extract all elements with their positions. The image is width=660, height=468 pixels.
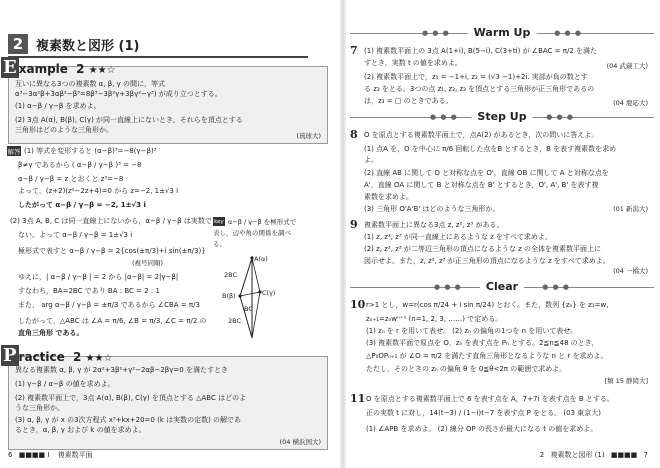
section-dots: ● ● ●: [546, 113, 574, 121]
example-line: (2) 3点 A(α), B(β), C(γ) が同一直線上にないとき，それらを頂点とする: [15, 116, 243, 124]
chapter-title: 複素数と図形 (1): [36, 39, 140, 54]
key-badge: key: [214, 218, 224, 225]
question-line: 正の実数 t に対し，14(t−3) / (1−i)t−7 を表す点 P をとる。 (03 東京大): [366, 409, 601, 417]
figure-label-2bc: 2BC: [224, 271, 238, 279]
practice-heading: [1, 345, 112, 366]
solution-line: β≠γ であるから ( α−β / γ−β )³ = −8: [18, 161, 142, 169]
solution-line: α−β / γ−β = z とおくと z³=−8: [18, 175, 124, 183]
question-line: (1) 複素数平面上の 3点 A(1+i), B(5−i), C(3+ti) が ∠BAC = π/2 を満た: [364, 47, 597, 55]
left-footer: [8, 450, 93, 460]
key-line: α−β / γ−β を極形式で: [228, 218, 297, 226]
page-gutter: [340, 0, 346, 468]
footer-page-number: 7: [643, 451, 648, 459]
practice-line: (1) γ−β / α−β の値を求めよ。: [15, 380, 115, 388]
example-line: 互いに異なる3つの複素数 α, β, γ の間に，等式: [15, 80, 166, 88]
question-line: 図示せよ。また，z, z², z³ が正三角形の頂点になるような z をすべて求めよ。: [364, 257, 610, 265]
chapter-number: 2: [8, 34, 28, 54]
question-line: r>1 とし，w=r(cos π/24 + i sin π/24) とおく。また，数列 {zₙ} を z₁=w,: [366, 301, 609, 309]
question-line: る z₃ をとる。3つの点 z₁, z₂, z₃ を頂点とする三角形が正三角形であるの: [364, 85, 595, 93]
question-line: (1) z, z², z³ が同一直線上にあるような z をすべて求めよ。: [364, 233, 552, 241]
solution-line: (1) 等式を変形すると (α−β)³=−8(γ−β)³: [24, 147, 157, 155]
question-line: すとき，実数 t の値を求めよ。: [364, 59, 462, 67]
practice-line: うな三角形か。: [15, 404, 64, 412]
figure-label-b: B(β): [222, 292, 236, 300]
question-source: [類 15 静岡大]: [604, 377, 648, 385]
triangle-side-c-lower: [252, 292, 260, 338]
section-dots: ● ● ●: [434, 283, 462, 291]
question-line: (2) 複素数平面上で，z₁ = −1+i, z₂ = (√3 −1)+2i. 実部が負の数とす: [364, 73, 588, 81]
figure-label-c: C(γ): [262, 289, 276, 297]
question-line: よ。: [364, 156, 378, 164]
question-line: (3) 複素数平面で原点を O，zₙ を表す点を Pₙ とする。2≦n≦48 のとき，: [366, 339, 599, 347]
solution-line: ない。よって α−β / γ−β = 1±√3 i: [18, 231, 133, 239]
key-line: る。: [213, 240, 226, 248]
practice-line: (2) 複素数平面上で，3点 A(α), B(β), C(γ) を頂点とする △ABC はどのよ: [15, 394, 247, 402]
question-line: zₙ₊₁=zₙwⁿ⁺¹ (n=1, 2, 3, ……) で定める。: [366, 315, 503, 323]
question-line: 複素数平面上に異なる3点 z, z², z³ がある。: [364, 221, 504, 229]
question-number: 9: [350, 218, 358, 231]
practice-line: 異なる複素数 α, β, γ が 2α²+3β²+γ²−2αβ−2βγ=0 を満たすとき: [15, 366, 228, 374]
question-line: (1) zₙ を r を用いて表せ。 (2) zₙ の偏角の1つを n を用いて表せ。: [366, 327, 578, 335]
solution-line: よって，(z+2)(z²−2z+4)=0 から z=−2, 1±√3 i: [18, 187, 179, 195]
example-line: (1) α−β / γ−β を求めよ。: [15, 102, 101, 110]
example-box: [3, 57, 328, 144]
question-source: (04 一橋大): [613, 267, 648, 275]
question-line: (3) 三角形 O'A'B' はどのような三角形か。: [364, 205, 500, 213]
example-number: 2: [76, 62, 85, 76]
clear-header: [350, 280, 654, 294]
question-line: ただし，そのときの zₙ の偏角 θ を 0≦θ<2π の範囲で求めよ。: [366, 365, 567, 373]
question-number: 8: [350, 128, 358, 141]
warm-up-header: [350, 26, 654, 40]
footer-title: 複素数平面: [57, 451, 93, 459]
triangle-shape: [240, 258, 252, 338]
right-footer: [540, 450, 648, 460]
solution-line: すなわち，BA=2BC であり BA : BC = 2 : 1: [18, 287, 160, 295]
solution-line: したがって α−β / γ−β = −2, 1±√3 i: [18, 201, 146, 209]
question-line: (1) 点A を，O を中心に π/6 回転した点をB とするとき，B を表す複素数を求め: [364, 145, 617, 153]
footer-chapter: 2: [539, 451, 545, 459]
example-line: α³−3α²β+3αβ²−β³=8β³−3β²γ+3βγ²−γ³) が成り立つとする。: [15, 90, 222, 98]
section-dots: ● ● ●: [554, 29, 582, 37]
question-line: (1) ∠APB を求めよ。 (2) 線分 OP の長さが最大になる t の値を求めよ。: [366, 425, 598, 433]
question-line: 素数を求めよ。: [364, 193, 413, 201]
example-line: 三角形はどのような三角形か。: [15, 126, 113, 134]
practice-stars: ★★☆: [85, 353, 113, 364]
footer-marks: ■■■■: [610, 451, 638, 459]
practice-line: るとき，α, β, γ および k の値を求めよ。: [15, 426, 146, 434]
practice-source: (04 横浜国大): [279, 438, 321, 446]
question-number: 10: [350, 298, 366, 311]
solution-badge: 解答: [7, 147, 21, 156]
right-page: [350, 0, 654, 468]
chapter-header: [8, 34, 308, 54]
example-heading: [1, 57, 116, 78]
practice-initial: P: [3, 345, 17, 366]
question-line: O を原点とする複素数平面上で，点A(2) があるとき，次の問いに答えよ。: [364, 131, 599, 139]
section-dots: ● ● ●: [430, 113, 458, 121]
figure-label-bc: BC: [244, 305, 253, 313]
example-initial: E: [3, 57, 17, 78]
practice-label: ractice: [18, 350, 65, 364]
question-line: △P₀OPₙ₊₁ が ∠O = π/2 を満たす直角三角形となるような n と r を求めよ。: [366, 352, 608, 360]
step-up-title: Step Up: [471, 110, 532, 123]
solution-line: 極形式で表すと α−β / γ−β = 2{cos(±π/3)+i sin(±π/3)}: [18, 247, 206, 255]
solution-line: ゆえに，| α−β / γ−β | = 2 から |α−β| = 2|γ−β|: [18, 273, 179, 281]
question-line: A'，直線 OA に関して B と対称な点を B' とするとき，O', A', B' を表す複: [364, 181, 599, 189]
section-dots: ● ● ●: [542, 283, 570, 291]
example-source: (琉球大): [296, 132, 321, 140]
question-line: (2) z, z², z³ が二等辺三角形の頂点になるような z の全体を複素数平面上に: [364, 245, 602, 253]
clear-title: Clear: [480, 280, 524, 293]
question-source: (04 武蔵工大): [606, 62, 648, 70]
question-line: O を原点とする複素数平面上で 6 を表す点を A，7+7i を表す点を B とする。: [366, 395, 614, 403]
question-number: 7: [350, 44, 358, 57]
question-source: (04 慶応大): [613, 99, 648, 107]
practice-box: [3, 345, 328, 450]
key-line: 表し，辺や角の関係を調べ: [213, 229, 291, 237]
solution-line: したがって，△ABC は ∠A = π/6, ∠B = π/3, ∠C = π/2 の: [18, 317, 207, 325]
solution-line: 直角三角形 である。: [18, 329, 84, 337]
point-b: [238, 294, 241, 297]
practice-number: 2: [72, 350, 82, 364]
footer-page-number: 6: [8, 451, 13, 459]
step-up-header: [350, 110, 654, 124]
question-number: 11: [350, 392, 366, 405]
solution-line: また， arg α−β / γ−β = ±π/3 であるから ∠CBA = π/3: [18, 301, 200, 309]
footer-marks: ■■■■ I: [18, 451, 50, 459]
triangle-side-bc: [240, 292, 260, 296]
section-dots: ● ● ●: [422, 29, 450, 37]
solution-line: (複号同順): [132, 259, 164, 267]
solution-line: (2) 3点 A, B, C は同一直線上にないから，α−β / γ−β は実数で: [10, 217, 212, 225]
question-line: は，z₃ = ▢ のときである。: [364, 97, 453, 105]
practice-line: (3) α, β, γ が x の3次方程式 x³+kx+20=0 (k は実数の定数) の解であ: [15, 416, 242, 424]
question-line: (2) 直線 AB に関して O と対称な点を O'，直線 OB に関して A と対称な点を: [364, 169, 609, 177]
warm-up-title: Warm Up: [468, 26, 537, 39]
example-stars: ★★☆: [88, 65, 116, 76]
figure-label-2bc: 2BC: [228, 317, 242, 325]
figure-label-a: A(α): [254, 255, 268, 263]
footer-title: 複素数と図形 (1): [550, 451, 605, 459]
example-label: xample: [18, 62, 68, 76]
question-source: (01 新潟大): [613, 205, 648, 213]
